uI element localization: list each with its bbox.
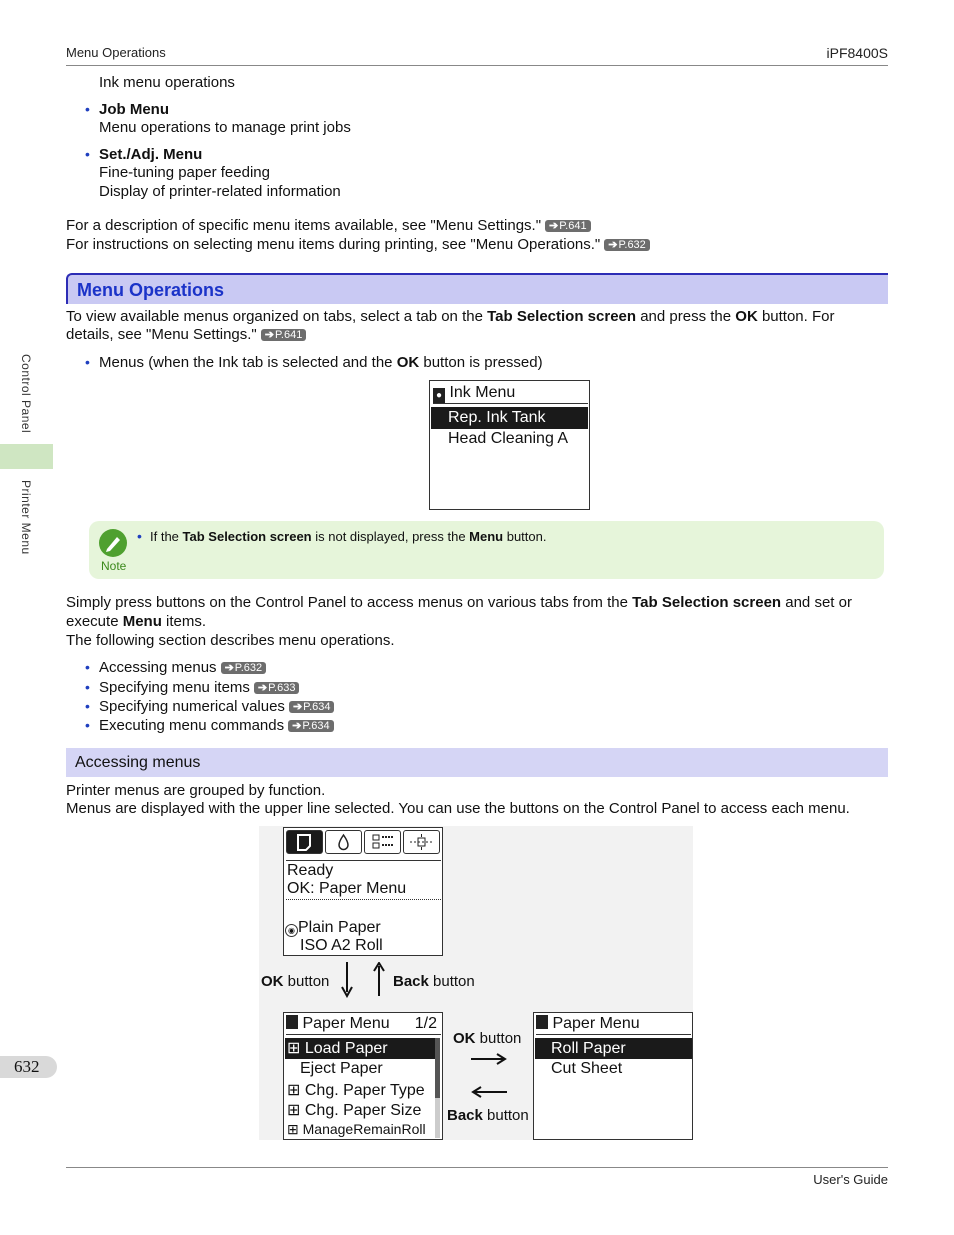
lcd-item[interactable] xyxy=(285,1100,421,1120)
lcd-item[interactable] xyxy=(285,1080,425,1100)
header-section-title: Menu Operations xyxy=(66,45,166,60)
page-ref-label: P.632 xyxy=(618,239,646,251)
text-run: button xyxy=(479,1030,522,1047)
lcd-page-indicator: 1/2 xyxy=(414,1015,437,1032)
lcd-title-row xyxy=(286,1015,441,1035)
text-run-bold: Tab Selection screen xyxy=(487,308,637,325)
setadj-menu-title: Set./Adj. Menu xyxy=(99,146,203,163)
arrow-icon: ➔ xyxy=(608,239,618,251)
menu-navigation-diagram xyxy=(259,826,693,1140)
lcd-scrollbar[interactable] xyxy=(435,1038,440,1138)
bullet-dot: • xyxy=(137,528,142,544)
link-label[interactable]: Executing menu commands xyxy=(99,717,285,734)
ok-button-label-mid xyxy=(453,1030,521,1047)
plus-box-icon: ⊞ xyxy=(287,1082,301,1099)
text-run: Menus (when the Ink tab is selected and the xyxy=(99,354,397,371)
bullet-dot: • xyxy=(85,146,90,162)
arrow-up-icon xyxy=(371,962,387,998)
text-run-bold: Back xyxy=(393,973,429,990)
text-run: button. For xyxy=(757,308,835,325)
header-rule xyxy=(66,65,888,66)
section-heading-text: Accessing menus xyxy=(75,754,201,771)
text-run: button. xyxy=(503,529,547,544)
side-tab-printer-menu[interactable]: Printer Menu xyxy=(19,480,33,555)
arrow-left-icon xyxy=(471,1085,507,1099)
job-menu-desc: Menu operations to manage print jobs xyxy=(99,119,351,136)
page-ref-link[interactable] xyxy=(221,662,267,674)
setadj-desc-1: Fine-tuning paper feeding xyxy=(99,164,270,181)
bullet-dot: • xyxy=(85,698,90,714)
arrow-icon: ➔ xyxy=(549,220,559,232)
page-ref-link[interactable] xyxy=(289,701,335,713)
lcd-item-selected[interactable]: Rep. Ink Tank xyxy=(431,407,588,429)
setadj-tab-icon[interactable] xyxy=(403,830,440,854)
back-button-label-top xyxy=(393,973,475,990)
pencil-icon xyxy=(99,529,127,557)
lcd-status-area xyxy=(286,860,441,900)
tab-selection-lcd xyxy=(283,827,443,956)
text-run: button xyxy=(287,973,330,990)
page-ref-link[interactable] xyxy=(288,720,334,732)
page-ref-label: P.633 xyxy=(268,682,296,694)
desc-menu-settings-text: For a description of specific menu items available, see "Menu Settings." xyxy=(66,217,542,234)
footer-rule xyxy=(66,1167,888,1168)
lcd-title-row xyxy=(433,384,588,404)
lcd-item-label: ManageRemainRoll xyxy=(302,1121,426,1137)
text-run-bold: OK xyxy=(396,354,420,371)
lcd-title-row xyxy=(536,1015,691,1035)
lcd-paper-type: Plain Paper xyxy=(298,919,381,936)
lcd-title: Ink Menu xyxy=(449,384,516,401)
text-run: is not displayed, press the xyxy=(311,529,470,544)
lcd-item-label: Chg. Paper Type xyxy=(304,1082,425,1099)
page-ref-link[interactable] xyxy=(261,329,307,341)
text-run: button xyxy=(433,973,475,990)
text-run: details, see "Menu Settings." xyxy=(66,326,257,343)
lcd-item-selected[interactable]: Roll Paper xyxy=(535,1038,692,1059)
section2-para2: Menus are displayed with the upper line selected. You can use the buttons on the Control Panel to access each menu. xyxy=(66,800,850,817)
lcd-title: Paper Menu xyxy=(552,1015,640,1032)
text-run: items. xyxy=(161,613,207,630)
lcd-paper-size: ISO A2 Roll xyxy=(300,937,383,954)
link-item[interactable] xyxy=(99,679,299,697)
plus-box-icon: ⊞ xyxy=(287,1040,301,1057)
target-icon: ◉ xyxy=(285,924,298,937)
page-ref-link[interactable] xyxy=(604,239,650,251)
text-run-bold: Tab Selection screen xyxy=(182,529,312,544)
page-number-badge xyxy=(0,1056,57,1078)
text-run-bold: OK xyxy=(453,1030,476,1047)
back-button-label-mid xyxy=(447,1107,529,1124)
bullet-dot: • xyxy=(85,659,90,675)
page-ref-label: P.641 xyxy=(559,220,587,232)
text-run: If the xyxy=(150,529,183,544)
bullet-dot: • xyxy=(85,354,90,370)
note-label: Note xyxy=(101,559,127,573)
section-heading-text: Menu Operations xyxy=(77,280,225,300)
paper-icon xyxy=(536,1015,548,1029)
note-text xyxy=(150,529,546,544)
note-box xyxy=(89,521,884,579)
text-run-bold: Menu xyxy=(122,613,162,630)
page-number: 632 xyxy=(14,1057,40,1076)
section1-para2-line2 xyxy=(66,613,206,631)
plus-box-icon: ⊞ xyxy=(287,1121,299,1137)
bullet-dot: • xyxy=(85,717,90,733)
page-ref-link[interactable] xyxy=(254,682,300,694)
plus-box-icon: ⊞ xyxy=(287,1102,301,1119)
section1-para1-line2 xyxy=(66,326,306,344)
link-item[interactable] xyxy=(99,698,334,716)
lcd-status-line2: OK: Paper Menu xyxy=(287,880,407,897)
desc-menu-operations-text: For instructions on selecting menu items during printing, see "Menu Operations." xyxy=(66,236,601,253)
lcd-item-label: Load Paper xyxy=(304,1040,388,1057)
lcd-item-selected[interactable] xyxy=(285,1038,435,1059)
text-run: execute xyxy=(66,613,123,630)
page-ref-label: P.632 xyxy=(234,662,263,674)
text-run: and press the xyxy=(636,308,736,325)
lcd-status-line1: Ready xyxy=(287,862,334,879)
text-run-bold: OK xyxy=(735,308,758,325)
side-tab-highlight xyxy=(0,444,53,469)
header-model: iPF8400S xyxy=(826,45,888,61)
ink-menu-desc: Ink menu operations xyxy=(99,74,235,91)
page-ref-label: P.634 xyxy=(302,720,330,732)
arrow-icon: ➔ xyxy=(264,329,274,341)
link-label[interactable]: Specifying numerical values xyxy=(99,698,285,715)
arrow-icon: ➔ xyxy=(224,662,234,674)
link-item[interactable] xyxy=(99,659,266,677)
page-ref-link[interactable] xyxy=(545,220,591,232)
lcd-scrollbar-thumb[interactable] xyxy=(435,1038,440,1098)
section2-para1: Printer menus are grouped by function. xyxy=(66,782,326,799)
ink-drop-icon: ● xyxy=(433,388,445,403)
text-run: button is pressed) xyxy=(419,354,543,371)
setadj-desc-2: Display of printer-related information xyxy=(99,183,341,200)
ink-tab-icon[interactable] xyxy=(325,830,362,854)
link-label[interactable]: Accessing menus xyxy=(99,659,217,676)
lcd-title: Paper Menu xyxy=(302,1015,390,1032)
arrow-right-icon xyxy=(471,1052,507,1066)
lcd-item[interactable] xyxy=(285,1121,426,1138)
roll-paper-menu-lcd xyxy=(533,1012,693,1140)
text-run: button xyxy=(487,1107,529,1124)
page-ref-label: P.641 xyxy=(274,329,303,341)
text-run-bold: Back xyxy=(447,1107,483,1124)
arrow-icon: ➔ xyxy=(292,701,303,713)
section-heading-accessing-menus xyxy=(66,748,888,777)
lcd-paper-line xyxy=(285,919,381,937)
desc-menu-settings xyxy=(66,217,591,235)
ink-menu-lcd xyxy=(429,380,590,510)
paper-icon xyxy=(286,1015,298,1029)
section1-para3: The following section describes menu operations. xyxy=(66,632,395,649)
lcd-item[interactable]: Cut Sheet xyxy=(551,1060,623,1077)
text-run: To view available menus organized on tabs, select a tab on the xyxy=(66,308,488,325)
arrow-icon: ➔ xyxy=(292,720,302,732)
footer-guide-title: User's Guide xyxy=(813,1172,888,1187)
page-ref-label: P.634 xyxy=(303,701,331,713)
lcd-item[interactable]: Head Cleaning A xyxy=(448,430,569,447)
link-item[interactable] xyxy=(99,717,334,735)
text-run: and set or xyxy=(781,594,852,611)
link-label[interactable]: Specifying menu items xyxy=(99,679,250,696)
job-tab-icon[interactable] xyxy=(364,830,401,854)
bullet-dot: • xyxy=(85,101,90,117)
lcd-item[interactable]: Eject Paper xyxy=(300,1060,383,1077)
text-run-bold: OK xyxy=(261,973,284,990)
text-run: Simply press buttons on the Control Panel to access menus on various tabs from the xyxy=(66,594,633,611)
text-run-bold: Menu xyxy=(469,529,504,544)
paper-tab-icon[interactable] xyxy=(286,830,323,854)
section1-para2-line1 xyxy=(66,594,852,612)
side-tab-control-panel[interactable]: Control Panel xyxy=(19,354,33,434)
text-run-bold: Tab Selection screen xyxy=(632,594,782,611)
desc-menu-operations xyxy=(66,236,650,254)
section-heading-menu-operations xyxy=(66,273,888,304)
section1-para1-line1 xyxy=(66,308,835,326)
arrow-icon: ➔ xyxy=(257,682,268,694)
job-menu-title: Job Menu xyxy=(99,101,169,118)
ok-button-label-top xyxy=(261,973,329,990)
lcd-item-label: Chg. Paper Size xyxy=(304,1102,422,1119)
bullet-dot: • xyxy=(85,679,90,695)
section1-bullet-ink xyxy=(99,354,543,372)
paper-menu-lcd xyxy=(283,1012,443,1140)
arrow-down-icon xyxy=(339,962,355,998)
